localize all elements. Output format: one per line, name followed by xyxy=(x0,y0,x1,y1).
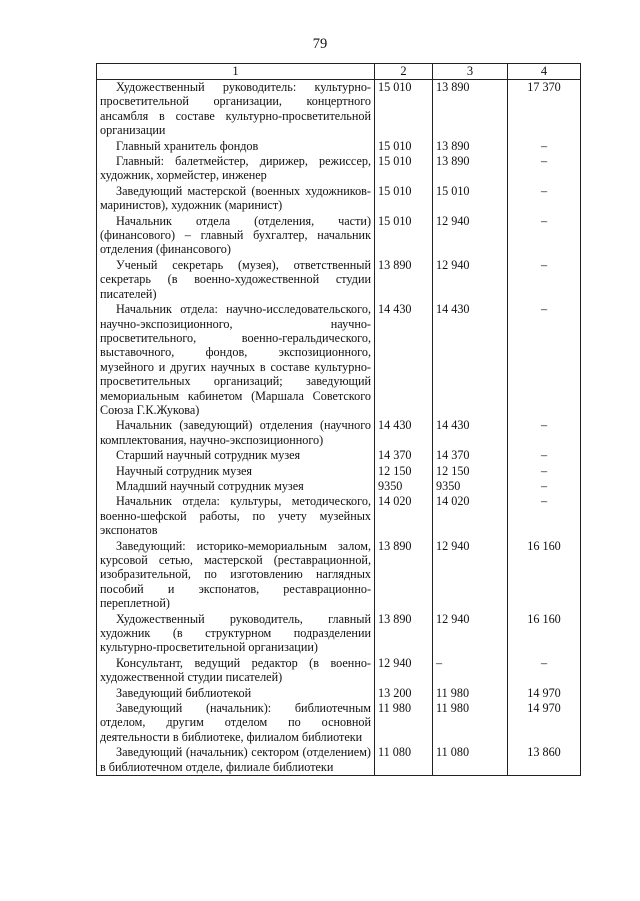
value-col2: 15 010 xyxy=(375,80,433,139)
table-row xyxy=(97,418,581,448)
page-number: 79 xyxy=(312,36,328,52)
value-col4: – xyxy=(508,184,581,214)
position-name: Заведующий: историко-мемориальным залом, курсовой сетью, мастерской (реставрационной, изобразительной, по изготовлению наглядных пособий и экспонатов, реставрационно-переплетной) xyxy=(97,539,375,612)
column-header: 3 xyxy=(433,64,508,80)
value-col4: – xyxy=(508,418,581,448)
table-row xyxy=(97,154,581,184)
table-header-row xyxy=(97,64,581,80)
table-row xyxy=(97,686,581,701)
value-col2: 15 010 xyxy=(375,184,433,214)
value-col2: 12 940 xyxy=(375,656,433,686)
value-col4: – xyxy=(508,258,581,302)
value-col2: 9350 xyxy=(375,479,433,494)
column-header: 2 xyxy=(375,64,433,80)
value-col4: – xyxy=(508,479,581,494)
value-col3: 9350 xyxy=(433,479,508,494)
table-row xyxy=(97,656,581,686)
value-col3: 12 940 xyxy=(433,612,508,656)
value-col2: 15 010 xyxy=(375,154,433,184)
value-col4: – xyxy=(508,448,581,463)
value-col3: 11 080 xyxy=(433,745,508,775)
value-col2: 13 890 xyxy=(375,612,433,656)
position-name: Начальник отдела (отделения, части) (финансового) – главный бухгалтер, начальник отделения (финансового) xyxy=(97,214,375,258)
value-col3: 14 370 xyxy=(433,448,508,463)
value-col2: 13 890 xyxy=(375,539,433,612)
value-col3: 13 890 xyxy=(433,154,508,184)
table-row xyxy=(97,184,581,214)
value-col3: 14 430 xyxy=(433,418,508,448)
value-col4: 16 160 xyxy=(508,539,581,612)
table-row xyxy=(97,214,581,258)
position-name: Заведующий мастерской (военных художников-маринистов), художник (маринист) xyxy=(97,184,375,214)
value-col2: 13 890 xyxy=(375,258,433,302)
value-col2: 14 430 xyxy=(375,302,433,418)
value-col2: 14 430 xyxy=(375,418,433,448)
value-col2: 11 980 xyxy=(375,701,433,745)
value-col3: 12 150 xyxy=(433,464,508,479)
value-col4: – xyxy=(508,656,581,686)
value-col4: – xyxy=(508,494,581,538)
value-col4: – xyxy=(508,214,581,258)
table-row xyxy=(97,494,581,538)
value-col3: 11 980 xyxy=(433,701,508,745)
value-col3: 14 430 xyxy=(433,302,508,418)
position-name: Начальник отдела: культуры, методического, военно-шефской работы, по учету музейных экспонатов xyxy=(97,494,375,538)
value-col3: 14 020 xyxy=(433,494,508,538)
position-name: Научный сотрудник музея xyxy=(97,464,375,479)
value-col4: 16 160 xyxy=(508,612,581,656)
value-col4: – xyxy=(508,154,581,184)
value-col2: 14 020 xyxy=(375,494,433,538)
value-col2: 15 010 xyxy=(375,139,433,154)
value-col4: 14 970 xyxy=(508,701,581,745)
value-col2: 14 370 xyxy=(375,448,433,463)
value-col4: – xyxy=(508,302,581,418)
position-name: Консультант, ведущий редактор (в военно-художественной студии писателей) xyxy=(97,656,375,686)
position-name: Старший научный сотрудник музея xyxy=(97,448,375,463)
position-name: Художественный руководитель, главный художник (в структурном подразделении культурно-просветительной организации) xyxy=(97,612,375,656)
value-col2: 11 080 xyxy=(375,745,433,775)
value-col3: 12 940 xyxy=(433,214,508,258)
value-col3: 15 010 xyxy=(433,184,508,214)
table-row xyxy=(97,139,581,154)
position-name: Заведующий (начальник) сектором (отделением) в библиотечном отделе, филиале библиотеки xyxy=(97,745,375,775)
position-name: Начальник отдела: научно-исследовательского, научно-экспозиционного, научно-просветительного, военно-геральдического, выставочного, фондов, экспозиционного, музейного и других научных в составе культурно-просветительных организаций; заведующий мемориальным кабинетом (Маршала Советского Союза Г.К.Жукова) xyxy=(97,302,375,418)
value-col2: 12 150 xyxy=(375,464,433,479)
table-row xyxy=(97,448,581,463)
value-col3: 13 890 xyxy=(433,139,508,154)
table-row xyxy=(97,612,581,656)
value-col3: 12 940 xyxy=(433,258,508,302)
position-name: Заведующий библиотекой xyxy=(97,686,375,701)
position-name: Художественный руководитель: культурно-просветительной организации, концертного ансамбля в составе культурно-просветительной организации xyxy=(97,80,375,139)
table-row xyxy=(97,539,581,612)
column-header: 1 xyxy=(97,64,375,80)
column-header: 4 xyxy=(508,64,581,80)
value-col3: 11 980 xyxy=(433,686,508,701)
value-col4: 14 970 xyxy=(508,686,581,701)
value-col3: – xyxy=(433,656,508,686)
value-col3: 12 940 xyxy=(433,539,508,612)
value-col4: 13 860 xyxy=(508,745,581,775)
table-row xyxy=(97,464,581,479)
position-name: Младший научный сотрудник музея xyxy=(97,479,375,494)
table-row xyxy=(97,80,581,139)
value-col2: 15 010 xyxy=(375,214,433,258)
value-col3: 13 890 xyxy=(433,80,508,139)
value-col4: – xyxy=(508,464,581,479)
salary-table xyxy=(96,63,581,776)
position-name: Главный хранитель фондов xyxy=(97,139,375,154)
table-row xyxy=(97,258,581,302)
position-name: Главный: балетмейстер, дирижер, режиссер, художник, хормейстер, инженер xyxy=(97,154,375,184)
value-col4: – xyxy=(508,139,581,154)
table-row xyxy=(97,745,581,775)
value-col4: 17 370 xyxy=(508,80,581,139)
table-row xyxy=(97,701,581,745)
position-name: Заведующий (начальник): библиотечным отделом, другим отделом по основной деятельности в библиотеке, филиалом библиотеки xyxy=(97,701,375,745)
table-row xyxy=(97,479,581,494)
table-row xyxy=(97,302,581,418)
position-name: Ученый секретарь (музея), ответственный секретарь (в военно-художественной студии писателей) xyxy=(97,258,375,302)
value-col2: 13 200 xyxy=(375,686,433,701)
position-name: Начальник (заведующий) отделения (научного комплектования, научно-экспозиционного) xyxy=(97,418,375,448)
